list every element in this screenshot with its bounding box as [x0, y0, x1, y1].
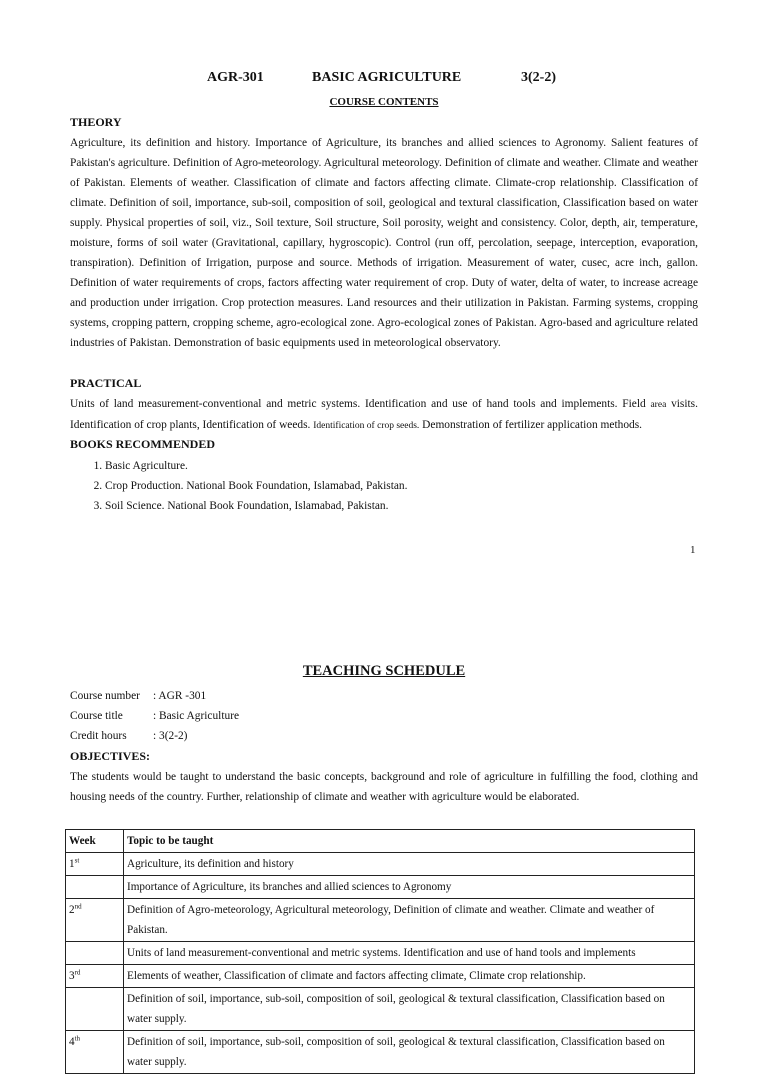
- table-row: [66, 899, 695, 942]
- course-name: BASIC AGRICULTURE: [312, 70, 462, 85]
- week-cell: 4th: [66, 1031, 124, 1074]
- books-list: [88, 456, 407, 516]
- week-cell: 3rd: [66, 965, 124, 988]
- topic-cell: Definition of soil, importance, sub-soil, composition of soil, geological & textural classification, Classification based on water supply.: [124, 988, 695, 1031]
- course-title-value: : Basic Agriculture: [153, 710, 240, 722]
- practical-heading: PRACTICAL: [70, 376, 142, 390]
- topic-cell: Elements of weather, Classification of climate and factors affecting climate, Climate crop relationship.: [124, 965, 695, 988]
- table-row: [66, 942, 695, 965]
- topic-cell: Definition of Agro-meteorology, Agricultural meteorology, Definition of climate and weather. Climate and weather of Pakistan.: [124, 899, 695, 942]
- course-code: AGR-301: [207, 70, 264, 85]
- book-item: 2. Crop Production. National Book Foundation, Islamabad, Pakistan.: [105, 476, 407, 496]
- course-title-row: [70, 706, 239, 726]
- week-cell: 1st: [66, 853, 124, 876]
- book-item: 1. Basic Agriculture.: [105, 456, 407, 476]
- week-cell: [66, 942, 124, 965]
- teaching-schedule-title: TEACHING SCHEDULE: [302, 663, 466, 679]
- week-cell: [66, 988, 124, 1031]
- table-row: [66, 876, 695, 899]
- course-title-label: Course title: [70, 710, 123, 722]
- book-item: 3. Soil Science. National Book Foundation, Islamabad, Pakistan.: [105, 496, 407, 516]
- credit-hours-label: Credit hours: [70, 730, 127, 742]
- course-title-line: [0, 70, 768, 90]
- course-number-value: : AGR -301: [153, 690, 207, 702]
- week-column-header: Week: [66, 830, 124, 853]
- books-heading: BOOKS RECOMMENDED: [70, 437, 216, 451]
- table-row: [66, 853, 695, 876]
- week-cell: 2nd: [66, 899, 124, 942]
- course-contents-heading: COURSE CONTENTS: [329, 96, 439, 108]
- topic-column-header: Topic to be taught: [124, 830, 695, 853]
- teaching-schedule-table: [65, 829, 695, 1074]
- course-credits: 3(2-2): [521, 70, 556, 85]
- topic-cell: Definition of soil, importance, sub-soil, composition of soil, geological & textural classification, Classification based on water supply.: [124, 1031, 695, 1074]
- objectives-heading: OBJECTIVES:: [70, 749, 151, 763]
- theory-heading: THEORY: [70, 115, 122, 129]
- table-header-row: [66, 830, 695, 853]
- theory-text: Agriculture, its definition and history. Importance of Agriculture, its branches and allied sciences to Agronomy. Salient features of Pakistan's agriculture. Definition of Agro-meteorology. Agricultural meteorology. Definition of climate and weather. Climate and weather of Pakistan. Elements of weather. Classification of climate and factors affecting climate. Climate-crop relationship. Classification of climate. Definition of soil, importance, sub-soil, composition of soil, geological and textural classification, Classification based on water supply. Physical properties of soil, viz., Soil texture, Soil structure, Soil porosity, weight and consistency. Color, depth, air, temperature, moisture, forms of soil water (Gravitational, capillary, hygroscopic). Control (run off, percolation, seepage, interception, evaporation, transpiration). Definition of Irrigation, purpose and source. Methods of irrigation. Measurement of water, cusec, acre inch, gallon. Definition of water requirements of crops, factors affecting water requirement of crop. Duty of water, delta of water, to increase acreage and production under irrigation. Crop protection measures. Land resources and their utilization in Pakistan. Farming systems, cropping systems, cropping pattern, cropping scheme, agro-ecological zone. Agro-ecological zones of Pakistan. Agro-based and agriculture related industries of Pakistan. Demonstration of basic equipments used in meteorological observatory.: [70, 137, 698, 349]
- course-number-label: Course number: [70, 690, 140, 702]
- topic-cell: Importance of Agriculture, its branches and allied sciences to Agronomy: [124, 876, 695, 899]
- credit-hours-row: [70, 726, 187, 746]
- table-row: [66, 988, 695, 1031]
- course-number-row: [70, 686, 206, 706]
- objectives-text: The students would be taught to understand the basic concepts, background and role of agriculture in fulfilling the food, clothing and housing needs of the country. Further, relationship of climate and weather with agriculture would be elaborated.: [70, 771, 698, 803]
- table-row: [66, 965, 695, 988]
- page-number: 1: [690, 544, 696, 556]
- week-cell: [66, 876, 124, 899]
- credit-hours-value: : 3(2-2): [153, 730, 188, 742]
- topic-cell: Agriculture, its definition and history: [124, 853, 695, 876]
- table-row: [66, 1031, 695, 1074]
- practical-text: Units of land measurement-conventional and metric systems. Identification and use of hand tools and implements. Field area visits. Identification of crop plants, Identification of weeds. Identification of crop seeds. Demonstration of fertilizer application methods.: [70, 398, 698, 431]
- topic-cell: Units of land measurement-conventional and metric systems. Identification and use of hand tools and implements: [124, 942, 695, 965]
